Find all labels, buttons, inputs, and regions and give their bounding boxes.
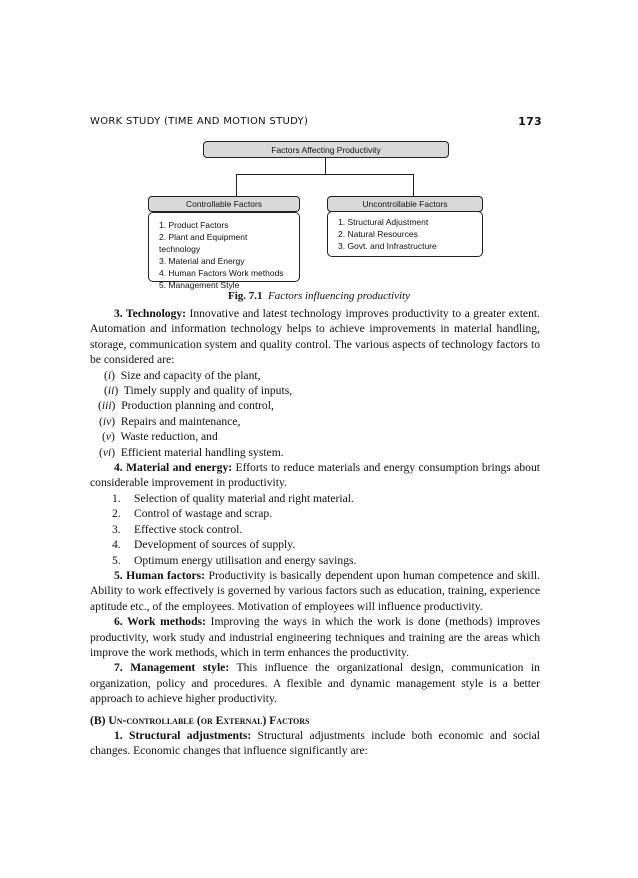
controllable-title: Controllable Factors (148, 196, 300, 212)
paragraph-material (90, 460, 540, 491)
connector-horizontal (236, 174, 414, 175)
heading-technology: 3. Technology: (114, 307, 187, 320)
figure-caption (0, 290, 638, 302)
top-box: Factors Affecting Productivity (203, 141, 449, 158)
list-item: 3. Material and Energy (159, 256, 245, 266)
list-item: 1. Product Factors (159, 220, 229, 230)
list-item: 5. Management Style (159, 280, 240, 290)
list-item: (v) Waste reduction, and (102, 430, 218, 444)
connector-right (413, 174, 414, 196)
heading-management: 7. Management style: (114, 661, 230, 675)
list-item: (iv) Repairs and maintenance, (99, 414, 241, 428)
uncontrollable-list (327, 211, 483, 257)
list-item: (iii) Production planning and control, (98, 399, 274, 413)
section-heading-b: (B) Un-controllable (or External) Factors (90, 713, 310, 727)
text-material: Efforts to reduce materials and energy consumption brings about considerable improvement in productivity. (90, 461, 540, 490)
connector-left (236, 174, 237, 196)
heading-methods: 6. Work methods: (114, 615, 206, 629)
caption-text: Factors influencing productivity (268, 290, 410, 302)
text-human: Productivity is basically dependent upon human competence and skill. Ability to work effectively is governed by various factors such as education, training, experience aptitude etc., of the employees. Motivation of employees will influence productivity. (90, 568, 540, 613)
list-item: 3. Effective stock control. (112, 522, 243, 536)
caption-label: Fig. 7.1 (228, 290, 263, 302)
list-item: 1. Selection of quality material and right material. (112, 491, 354, 505)
text-structural: Structural adjustments include both economic and social changes. Economic changes that influence significantly are: (90, 728, 540, 758)
list-item: 3. Govt. and Infrastructure (338, 241, 437, 251)
list-item: 4. Development of sources of supply. (112, 538, 296, 552)
running-title: WORK STUDY (TIME AND MOTION STUDY) (90, 116, 309, 127)
paragraph-management (90, 660, 540, 706)
list-item: 2. Plant and Equipment technology (159, 232, 248, 254)
connector-vertical (325, 158, 326, 175)
list-item: (vi) Efficient material handling system. (99, 445, 284, 459)
heading-human: 5. Human factors: (114, 568, 206, 582)
list-item: 2. Natural Resources (338, 229, 418, 239)
list-item: 4. Human Factors Work methods (159, 268, 284, 278)
list-item: 5. Optimum energy utilisation and energy savings. (112, 553, 357, 567)
list-item: (ii) Timely supply and quality of inputs, (104, 384, 293, 398)
list-item: 1. Structural Adjustment (338, 217, 429, 227)
list-item: (i) Size and capacity of the plant, (104, 368, 261, 382)
text-technology: Innovative and latest technology improves productivity to a greater extent. Automation and information technology helps to achieve improvements in material handling, storage, communication system and quality control. The various aspects of technology factors to be considered are: (90, 307, 540, 367)
paragraph-methods (90, 614, 540, 660)
paragraph-human (90, 568, 540, 614)
paragraph-technology (90, 306, 540, 368)
text-management: This influence the organizational design, communication in organization, policy and procedures. A flexible and dynamic management style is a better approach to achieve higher productivity. (90, 661, 540, 706)
heading-structural: 1. Structural adjustments: (114, 728, 252, 742)
list-item: 2. Control of wastage and scrap. (112, 507, 273, 521)
paragraph-structural (90, 728, 540, 759)
page-number: 173 (518, 115, 542, 128)
text-methods: Improving the ways in which the work is done (methods) improves productivity, work study and industrial engineering techniques and training are the areas which improve the work methods, which in term enhances the productivity. (90, 615, 540, 659)
controllable-list (148, 212, 300, 290)
uncontrollable-title: Uncontrollable Factors (327, 196, 483, 212)
heading-material: 4. Material and energy: (114, 461, 233, 475)
body-text (90, 306, 540, 759)
